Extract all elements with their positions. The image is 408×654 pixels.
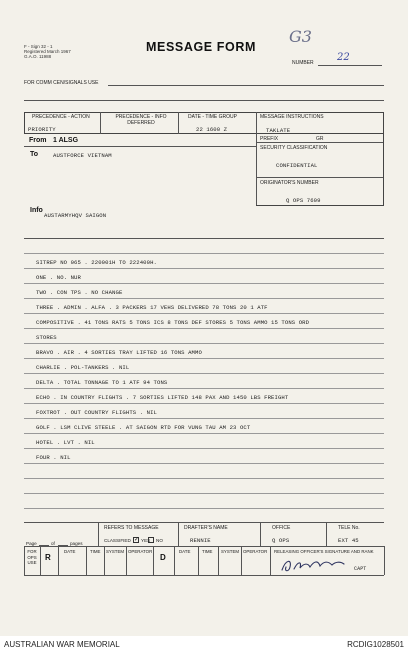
ruled-line: [24, 268, 384, 269]
info-value: AUSTARMYHQV SAIGON: [44, 212, 107, 219]
ruled-line: [24, 463, 384, 464]
body-line: HOTEL . LVT . NIL: [36, 439, 95, 446]
divider: [218, 546, 219, 575]
ruled-line: [24, 328, 384, 329]
to-label: To: [30, 151, 39, 158]
ruled-line: [24, 358, 384, 359]
d-date-label: DATE: [179, 549, 191, 554]
divider: [198, 546, 199, 575]
r-operator-label: OPERATOR: [128, 549, 153, 554]
ruled-line: [24, 448, 384, 449]
drafters-name-value: RENNIE: [190, 537, 211, 544]
from-label: From: [29, 137, 47, 144]
divider: [86, 546, 87, 575]
ruled-line: [24, 298, 384, 299]
originator-number-value: Q OPS 7609: [286, 197, 321, 204]
r-label: R: [45, 553, 51, 562]
d-system-label: SYSTEM: [221, 549, 240, 554]
office-label: OFFICE: [272, 525, 291, 531]
office-value: Q OPS: [272, 537, 290, 544]
divider: [98, 522, 99, 546]
ruled-line: [24, 433, 384, 434]
from-value: 1 ALSG: [53, 137, 79, 144]
body-line: ECHO . IN COUNTRY FLIGHTS . 7 SORTIES LIFTED 148 PAX AND 1450 LBS FREIGHT: [36, 394, 289, 401]
releasing-officer-label: RELEASING OFFICER'S SIGNATURE AND RANK: [274, 549, 374, 554]
divider: [260, 522, 261, 546]
body-line: FOUR . NIL: [36, 454, 71, 461]
ruled-line: [24, 343, 384, 344]
divider: [178, 522, 179, 546]
divider: [104, 546, 105, 575]
number-line: [318, 65, 382, 66]
archive-credit: AUSTRALIAN WAR MEMORIAL: [4, 640, 120, 649]
ruled-line: [24, 373, 384, 374]
body-line: FOXTROT . OUT COUNTRY FLIGHTS . NIL: [36, 409, 157, 416]
ruled-line: [24, 508, 384, 509]
originator-number-label: ORIGINATOR'S NUMBER: [260, 180, 319, 186]
tele-no-label: TELE No.: [338, 525, 360, 531]
form-title: MESSAGE FORM: [146, 40, 256, 54]
no-label: NO: [156, 538, 163, 543]
divider: [24, 146, 256, 147]
body-line: STORES: [36, 334, 57, 341]
number-label: NUMBER: [292, 60, 314, 66]
ruled-line: [24, 418, 384, 419]
message-instructions-label: MESSAGE INSTRUCTIONS: [260, 114, 324, 120]
body-line: BRAVO . AIR . 4 SORTIES TRAY LIFTED 16 TONS AMMO: [36, 349, 202, 356]
form-code: F - Sign 32 - 1: [24, 44, 53, 49]
divider: [24, 546, 384, 547]
divider: [384, 546, 385, 575]
page-label: Page: [26, 541, 37, 546]
form-reference: G.A.O. 11988: [24, 54, 52, 59]
number-value: 22: [337, 52, 350, 63]
r-date-label: DATE: [64, 549, 76, 554]
divider: [40, 546, 41, 575]
officer-signature-icon: [280, 555, 348, 575]
classified-no-checkbox[interactable]: [148, 537, 154, 543]
ruled-line: [24, 313, 384, 314]
divider: [100, 112, 101, 134]
precedence-action-value: PRIORITY: [28, 126, 56, 133]
divider: [326, 522, 327, 546]
body-line: COMPOSITIVE . 41 TONS RATS 5 TONS ICS 8 TONS DEF STORES 5 TONS AMMO 15 TONS ORD: [36, 319, 310, 326]
form-registration: Registered March 1967: [24, 49, 71, 54]
body-line: DELTA . TOTAL TONNAGE TO 1 ATF 94 TONS: [36, 379, 168, 386]
archive-id: RCDIG1028501: [347, 640, 404, 649]
divider: [270, 546, 271, 575]
body-line: THREE . ADMIN . ALFA . 3 PACKERS 17 VEHS DELIVERED 78 TONS 20 1 ATF: [36, 304, 268, 311]
dtg-value: 22 1600 Z: [196, 126, 228, 133]
divider: [178, 112, 179, 134]
officer-rank: CAPT: [354, 566, 367, 572]
ruled-line: [24, 388, 384, 389]
divider: [126, 546, 127, 575]
message-instructions-value: TAKLATE: [266, 127, 291, 134]
drafters-name-label: DRAFTER'S NAME: [184, 525, 228, 531]
ruled-line: [24, 283, 384, 284]
divider: [174, 546, 175, 575]
body-line: TWO . CON TPS . NO CHANGE: [36, 289, 123, 296]
comm-line-1: [108, 85, 384, 86]
yes-label: YES: [141, 538, 151, 543]
classified-label: CLASSIFIED: [104, 538, 131, 543]
divider: [241, 546, 242, 575]
d-operator-label: OPERATOR: [243, 549, 268, 554]
body-line: CHARLIE . POL-TANKERS . NIL: [36, 364, 130, 371]
divider: [153, 546, 154, 575]
divider: [24, 522, 384, 523]
refers-to-message-label: REFERS TO MESSAGE: [104, 525, 159, 531]
comm-cen-label: FOR COMM CEN/SIGNALS USE: [24, 80, 99, 86]
ruled-line: [24, 478, 384, 479]
security-classification-label: SECURITY CLASSIFICATION: [260, 145, 328, 151]
body-top-line: [24, 238, 384, 239]
body-line: GOLF . LSM CLIVE STEELE . AT SAIGON RTD FOR VUNG TAU AM 23 OCT: [36, 424, 251, 431]
of-label: of: [51, 541, 55, 546]
divider: [58, 546, 59, 575]
precedence-info-label: PRECEDENCE - INFO DEFERRED: [115, 114, 167, 126]
body-line: SITREP NO 065 . 220001H TO 222400H.: [36, 259, 157, 266]
ruled-line: [24, 493, 384, 494]
r-time-label: TIME: [90, 549, 101, 554]
body-line: ONE . NO. NUR: [36, 274, 81, 281]
handwritten-tag: G3: [289, 27, 312, 46]
r-system-label: SYSTEM: [106, 549, 125, 554]
comm-line-2: [24, 100, 384, 101]
security-classification-value: CONFIDENTIAL: [276, 162, 318, 169]
info-label: Info: [30, 207, 43, 214]
ruled-line: [24, 403, 384, 404]
originator-box: [256, 134, 384, 206]
tele-no-value: EXT 45: [338, 537, 359, 544]
d-time-label: TIME: [202, 549, 213, 554]
page-total-line: [58, 545, 68, 546]
prefix-label: PREFIX: [260, 136, 279, 142]
for-ops-use-label: FOR OPS USE: [27, 549, 37, 565]
to-value: AUSTFORCE VIETNAM: [53, 152, 112, 159]
dtg-label: DATE - TIME GROUP: [188, 114, 237, 120]
classified-yes-checkbox[interactable]: ✓: [134, 537, 140, 543]
ruled-line: [24, 253, 384, 254]
divider: [24, 575, 384, 576]
pages-label: pages: [70, 541, 83, 546]
gr-label: GR: [316, 136, 324, 142]
precedence-action-label: PRECEDENCE - ACTION: [32, 114, 90, 120]
d-label: D: [160, 553, 166, 562]
